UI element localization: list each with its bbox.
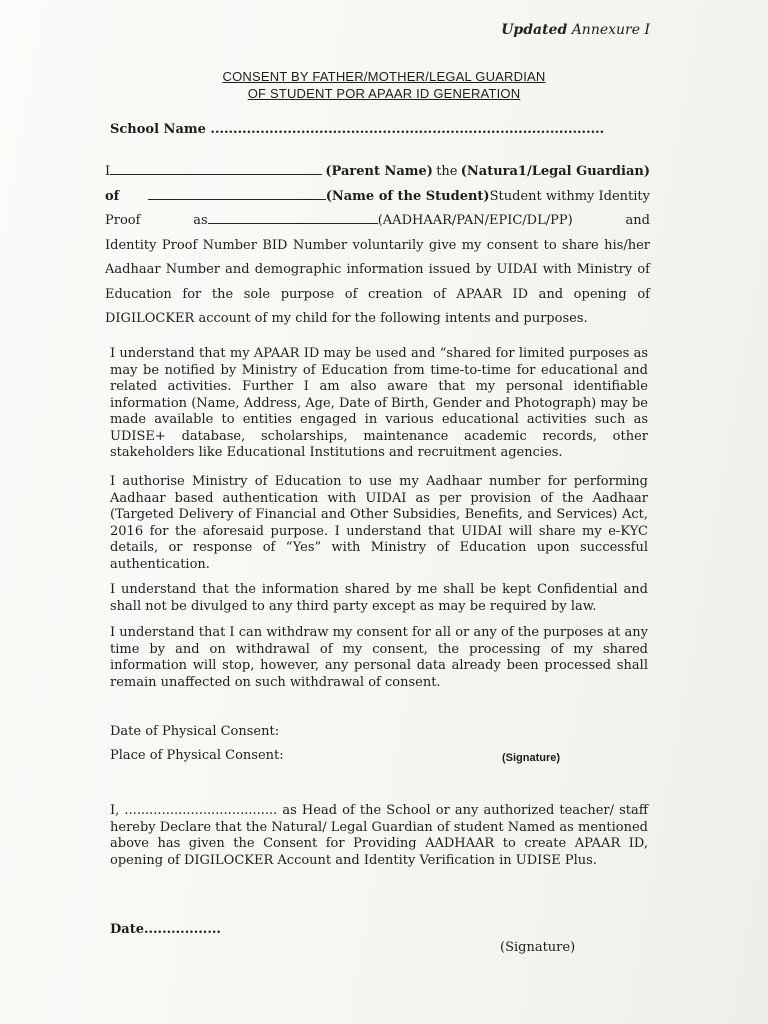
paragraph-withdrawal-text: I understand that I can withdraw my consent for all or any of the purposes at any time by and on withdrawal of my consent, the processing of my shared information will stop, however, any personal data already been processed shall remain unaffected on such withdrawal of consent. [110, 625, 648, 690]
intro-line-4: Identity Proof Number BID Number voluntarily give my consent to share his/her [105, 237, 650, 253]
school-name-field: School Name ....................................................................................... [110, 122, 605, 137]
annexure-label [501, 22, 650, 38]
parent-name-label: (Parent Name) [325, 164, 433, 179]
head-signature-label: (Signature) [500, 940, 576, 955]
consent-place-label: Place of Physical Consent: [110, 748, 284, 763]
paragraph-withdrawal [110, 625, 648, 691]
intro-line-5: Aadhaar Number and demographic information issued by UIDAI with Ministry of [105, 262, 650, 277]
intro-line-2 [105, 185, 650, 210]
intro-the: the [436, 164, 458, 179]
student-name-blank [148, 187, 326, 200]
parent-name-blank [110, 162, 322, 175]
title-line-2: OF STUDENT POR APAAR ID GENERATION [247, 86, 521, 101]
consent-date-label: Date of Physical Consent: [110, 724, 280, 739]
intro-of: of [105, 188, 120, 204]
intro-line-2-rest: Student withmy Identity [489, 188, 650, 204]
intro-as: as [193, 213, 208, 228]
paragraph-apaar-usage [110, 346, 648, 462]
intro-line-3 [105, 209, 650, 234]
intro-line-6: Education for the sole purpose of creation of APAAR ID and opening of [105, 286, 650, 302]
id-type-blank [208, 211, 378, 224]
intro-paragraph [105, 160, 650, 332]
paragraph-authorisation [110, 474, 648, 573]
intro-i: I [105, 164, 111, 179]
paragraph-confidentiality-text: I understand that the information shared by me shall be kept Confidential and shall not be divulged to any third party except as may be required by law. [110, 582, 648, 614]
intro-line-1 [105, 160, 650, 185]
document-title [0, 68, 768, 102]
intro-proof: Proof [105, 213, 141, 228]
paragraph-apaar-usage-text: I understand that my APAAR ID may be used and “shared for limited purposes as may be notified by Ministry of Education from time-to-time for educational and related activities. Further I am also aware that my personal identifiable information (Name, Address, Age, Date of Birth, Gender and Photograph) may be made available to entities engaged in various educational activities such as UDISE+ database, scholarships, maintenance academic records, other stakeholders like Educational Institutions and recruitment agencies. [110, 346, 648, 460]
id-types-label: (AADHAAR/PAN/EPIC/DL/PP) [377, 213, 573, 228]
title-line-1: CONSENT BY FATHER/MOTHER/LEGAL GUARDIAN [222, 69, 546, 84]
guardian-signature-label: (Signature) [502, 752, 561, 764]
paragraph-confidentiality [110, 582, 648, 615]
annexure-updated: Updated [501, 22, 568, 38]
intro-and: and [625, 213, 650, 228]
annexure-text: Annexure I [567, 22, 650, 38]
intro-line-7: DIGILOCKER account of my child for the following intents and purposes. [105, 311, 588, 326]
head-declaration-text: I, ..................................... as Head of the School or any authorized teacher/ staff hereby Declare that the Natural/ Legal Guardian of student Named as mentioned above has given the Consent for Providing AADHAAR to create APAAR ID, opening of DIGILOCKER Account and Identity Verification in UDISE Plus. [110, 803, 648, 868]
student-name-label: (Name of the Student) [325, 188, 490, 204]
paragraph-authorisation-text: I authorise Ministry of Education to use my Aadhaar number for performing Aadhaar based authentication with UIDAI as per provision of the Aadhaar (Targeted Delivery of Financial and Other Subsidies, Benefits, and Services) Act, 2016 for the aforesaid purpose. I understand that UIDAI will share my e-KYC details, or response of “Yes” with Ministry of Education upon successful authentication. [110, 474, 648, 572]
guardian-type-label: (Natura1/Legal Guardian) [460, 164, 650, 179]
head-declaration [110, 803, 648, 869]
declaration-date-label: Date................. [110, 922, 221, 937]
